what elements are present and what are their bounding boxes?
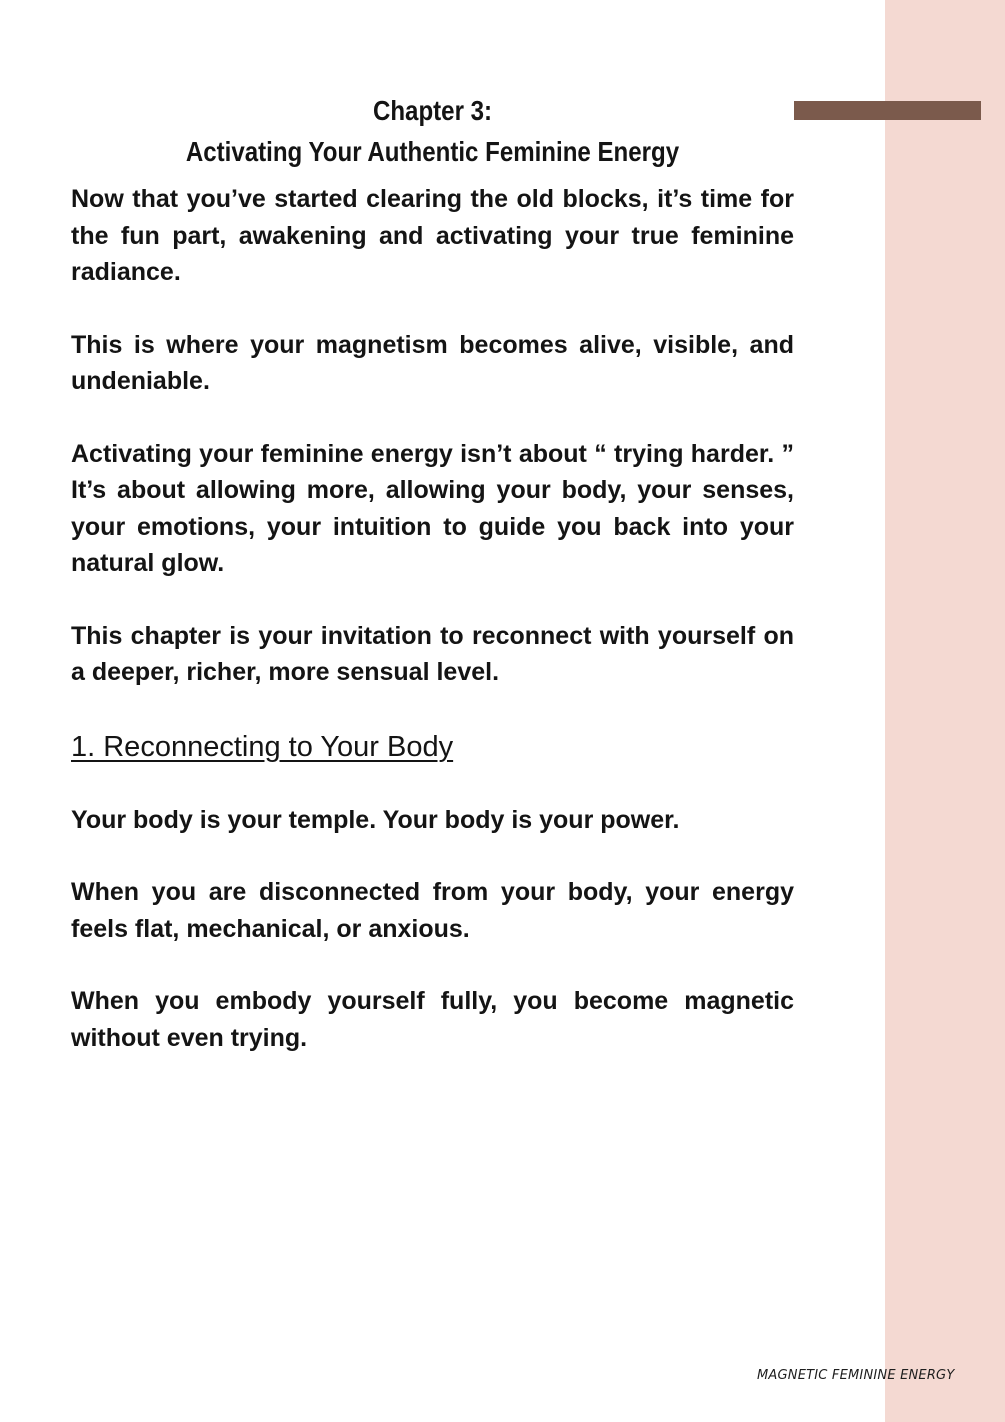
accent-bar — [794, 101, 981, 120]
paragraph-magnetism: This is where your magnetism becomes alive, visible, and undeniable. — [71, 330, 794, 395]
section-heading: 1. Reconnecting to Your Body — [71, 730, 454, 763]
paragraph-invitation: This chapter is your invitation to reconnect with yourself on a deeper, richer, more sensual level. — [71, 621, 794, 686]
footer-book-title: MAGNETIC FEMININE ENERGY — [757, 1368, 955, 1383]
paragraph-activating: Activating your feminine energy isn’t about “ trying harder. ” It’s about allowing more, allowing your body, your senses, your emotions, your intuition to guide you back into your natural glow. — [71, 439, 794, 577]
paragraph-disconnected: When you are disconnected from your body, your energy feels flat, mechanical, or anxious. — [71, 878, 794, 943]
side-decorative-band — [885, 0, 1005, 1422]
paragraph-intro: Now that you’ve started clearing the old blocks, it’s time for the fun part, awakening and activating your true feminine radiance. — [71, 185, 794, 286]
chapter-title-text: Activating Your Authentic Feminine Energy — [185, 136, 680, 167]
paragraph-temple: Your body is your temple. Your body is your power. — [71, 805, 680, 834]
page-content — [71, 90, 794, 1056]
chapter-number: Chapter 3: — [372, 95, 493, 126]
chapter-title — [122, 90, 744, 172]
paragraph-embody: When you embody yourself fully, you become magnetic without even trying. — [71, 987, 794, 1052]
